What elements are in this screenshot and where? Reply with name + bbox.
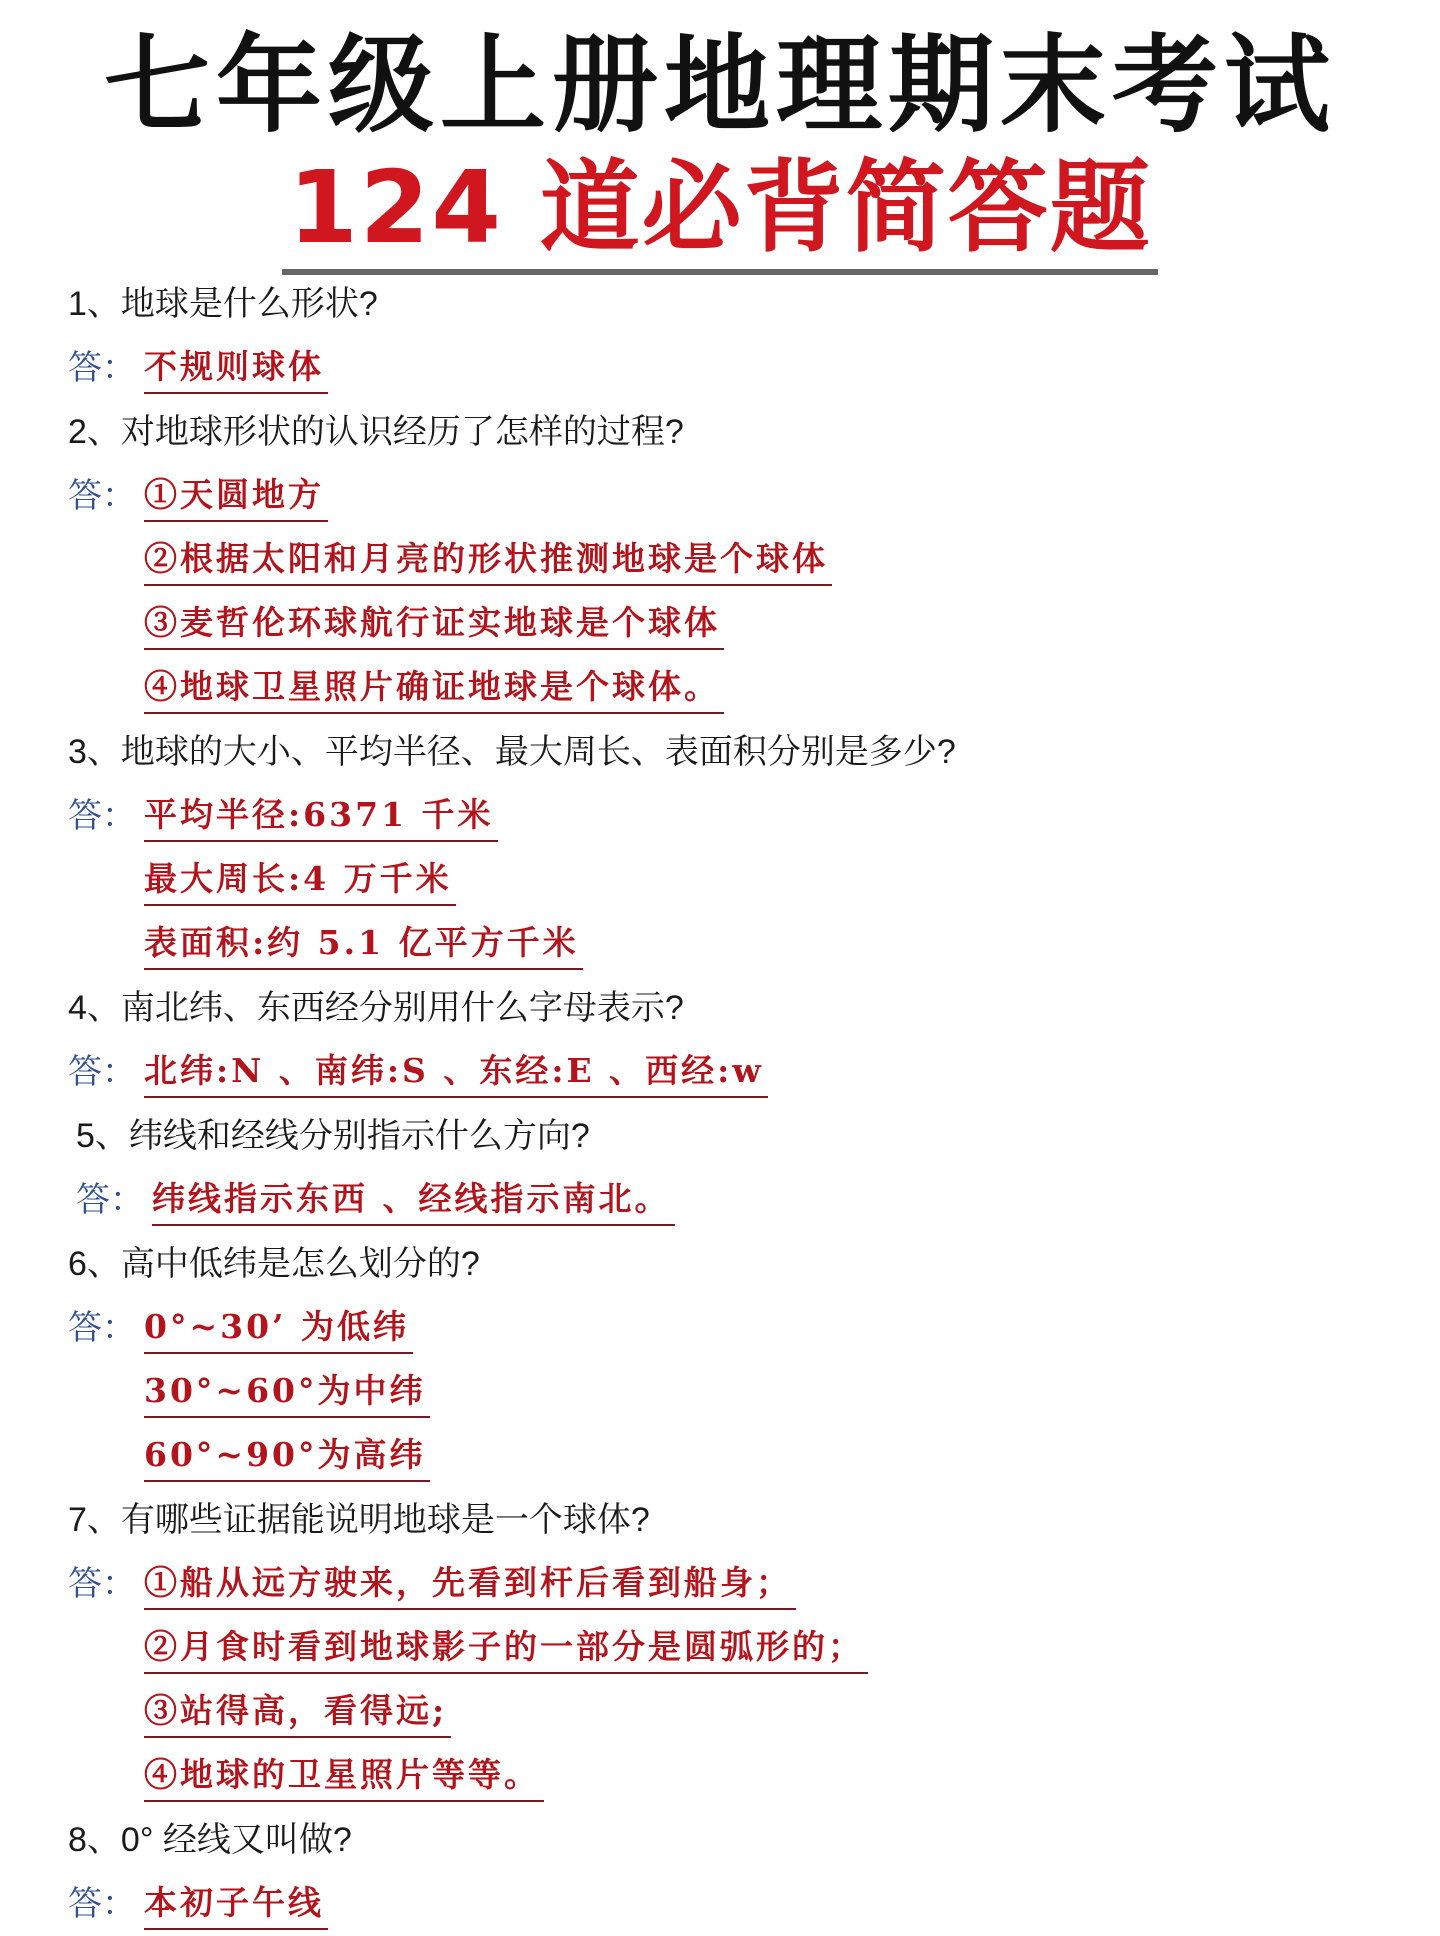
- document-subtitle: 124 道必背简答题: [282, 150, 1158, 275]
- answer-row: [68, 1552, 1398, 1616]
- document-title: 七年级上册地理期末考试: [104, 24, 1336, 147]
- answer-row: [68, 1744, 1398, 1808]
- answer-prefix: 答：: [68, 1885, 136, 1923]
- answer-text: 北纬:N 、南纬:S 、东经:E 、西经:w: [144, 1046, 768, 1098]
- answer-text: ①天圆地方: [144, 470, 328, 522]
- answer-text: 60°~90°为高纬: [144, 1430, 430, 1482]
- qa-list: [68, 272, 1398, 1936]
- answer-text: 不规则球体: [144, 342, 328, 394]
- answer-text: 表面积:约 5.1 亿平方千米: [144, 918, 583, 970]
- question-5: 5、纬线和经线分别指示什么方向?: [76, 1117, 590, 1155]
- answer-prefix: 答：: [68, 1309, 136, 1347]
- answer-text: 0°~30’ 为低纬: [144, 1302, 413, 1354]
- answer-row: [68, 592, 1398, 656]
- question-4: 4、南北纬、东西经分别用什么字母表示?: [68, 989, 684, 1027]
- answer-prefix: 答：: [68, 1565, 136, 1603]
- answer-text: ①船从远方驶来，先看到杆后看到船身；: [144, 1558, 796, 1610]
- answer-text: 本初子午线: [144, 1878, 328, 1930]
- answer-row: [68, 464, 1398, 528]
- answer-text: 平均半径:6371 千米: [144, 790, 498, 842]
- answer-text: 最大周长:4 万千米: [144, 854, 456, 906]
- question-2: 2、对地球形状的认识经历了怎样的过程?: [68, 413, 684, 451]
- answer-row: [68, 912, 1398, 976]
- answer-row: [68, 1424, 1398, 1488]
- question-7: 7、有哪些证据能说明地球是一个球体?: [68, 1501, 650, 1539]
- answer-row: [68, 1040, 1398, 1104]
- answer-text: ③站得高，看得远;: [144, 1686, 451, 1738]
- answer-row: [68, 1296, 1398, 1360]
- answer-row: [68, 528, 1398, 592]
- subtitle-wrap: [0, 150, 1440, 275]
- answer-row: [68, 848, 1398, 912]
- answer-row: [68, 1616, 1398, 1680]
- answer-text: 30°~60°为中纬: [144, 1366, 430, 1418]
- answer-prefix: 答：: [68, 477, 136, 515]
- answer-row: [68, 336, 1398, 400]
- question-8: 8、0° 经线又叫做?: [68, 1821, 352, 1859]
- answer-row: [68, 1872, 1398, 1936]
- answer-row: [68, 656, 1398, 720]
- question-6: 6、高中低纬是怎么划分的?: [68, 1245, 480, 1283]
- answer-text: ④地球卫星照片确证地球是个球体。: [144, 662, 724, 714]
- answer-prefix: 答：: [68, 349, 136, 387]
- answer-row: [68, 784, 1398, 848]
- answer-prefix: 答：: [68, 797, 136, 835]
- answer-text: ③麦哲伦环球航行证实地球是个球体: [144, 598, 724, 650]
- answer-row: [68, 1360, 1398, 1424]
- answer-text: ②根据太阳和月亮的形状推测地球是个球体: [144, 534, 832, 586]
- answer-text: 纬线指示东西 、经线指示南北。: [152, 1174, 675, 1226]
- answer-row: [68, 1680, 1398, 1744]
- answer-row: [68, 1168, 1398, 1232]
- question-1: 1、地球是什么形状?: [68, 285, 378, 323]
- answer-prefix: 答：: [76, 1181, 144, 1219]
- answer-prefix: 答：: [68, 1053, 136, 1091]
- answer-text: ④地球的卫星照片等等。: [144, 1750, 544, 1802]
- question-3: 3、地球的大小、平均半径、最大周长、表面积分别是多少?: [68, 733, 956, 771]
- answer-text: ②月食时看到地球影子的一部分是圆弧形的；: [144, 1622, 868, 1674]
